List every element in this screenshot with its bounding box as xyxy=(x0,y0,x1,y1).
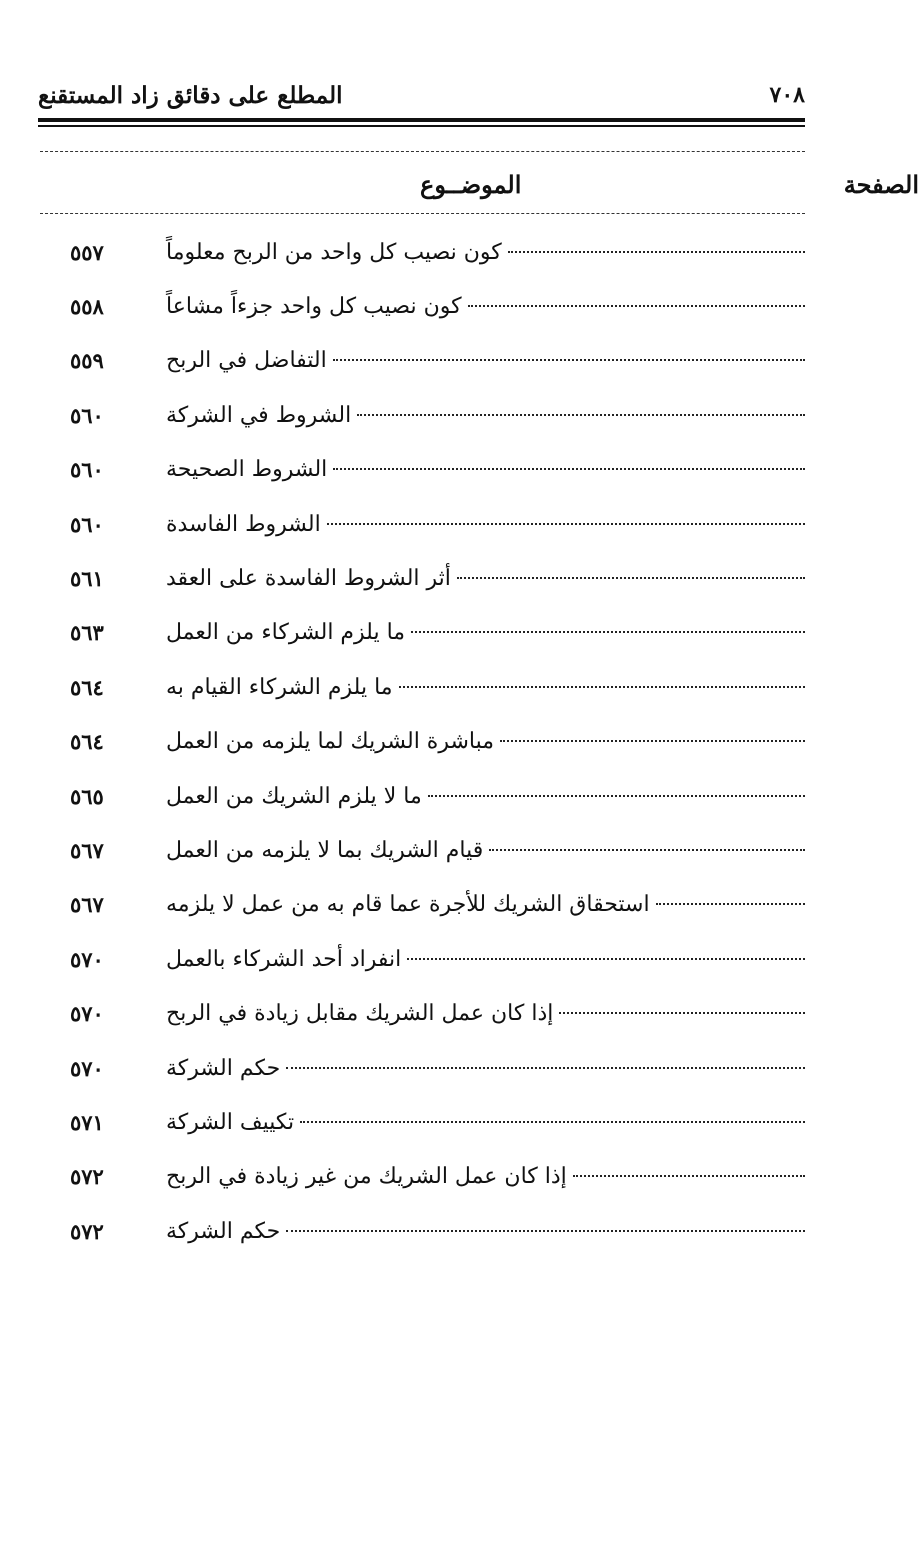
toc-entry xyxy=(160,1056,805,1081)
toc-title: الشروط في الشركة xyxy=(166,402,352,428)
toc-page-number: ٥٧٠ xyxy=(70,946,104,972)
running-header xyxy=(38,82,805,116)
toc-row xyxy=(40,1095,805,1149)
toc-row xyxy=(40,932,805,986)
toc-entry xyxy=(160,457,805,482)
toc-title: مباشرة الشريك لما يلزمه من العمل xyxy=(166,729,495,755)
header-rule-thick xyxy=(38,118,805,122)
toc-page-number: ٥٦٥ xyxy=(70,783,104,809)
dashed-divider-bottom xyxy=(40,213,805,214)
toc-row xyxy=(40,225,805,279)
column-heading-topic: الموضــوع xyxy=(420,170,522,199)
toc-title: استحقاق الشريك للأجرة عما قام به من عمل لا يلزمه xyxy=(166,892,650,918)
toc-page-number: ٥٧٠ xyxy=(70,1001,104,1027)
dot-leader xyxy=(559,1012,805,1014)
toc-title: حكم الشركة xyxy=(166,1055,281,1081)
toc-title: التفاضل في الربح xyxy=(166,348,327,374)
page-number: ٧٠٨ xyxy=(769,82,805,108)
column-heading-page: الصفحة xyxy=(843,170,919,199)
toc-entry xyxy=(160,620,805,645)
toc-page-number: ٥٦٧ xyxy=(70,837,104,863)
toc-title: الشروط الصحيحة xyxy=(166,457,328,483)
toc-entry xyxy=(160,1164,805,1189)
toc-row xyxy=(40,497,805,551)
toc-title: إذا كان عمل الشريك من غير زيادة في الربح xyxy=(166,1164,567,1190)
toc-row xyxy=(40,823,805,877)
toc-row xyxy=(40,443,805,497)
dot-leader xyxy=(333,359,805,361)
toc-entry xyxy=(160,294,805,319)
toc-title: كون نصيب كل واحد من الربح معلوماً xyxy=(166,239,502,265)
toc-title: قيام الشريك بما لا يلزمه من العمل xyxy=(166,837,484,863)
toc-title: كون نصيب كل واحد جزءاً مشاعاً xyxy=(166,294,462,320)
toc-page-number: ٥٦٠ xyxy=(70,511,104,537)
running-title: المطلع على دقائق زاد المستقنع xyxy=(38,82,343,109)
toc-row xyxy=(40,986,805,1040)
dot-leader xyxy=(407,958,805,960)
toc-row xyxy=(40,1041,805,1095)
dot-leader xyxy=(508,251,805,253)
toc-page-number: ٥٦٠ xyxy=(70,457,104,483)
toc-page-number: ٥٧١ xyxy=(70,1109,104,1135)
toc-entry xyxy=(160,838,805,863)
toc-page-number: ٥٥٨ xyxy=(70,294,104,320)
dot-leader xyxy=(457,577,805,579)
toc-entry xyxy=(160,947,805,972)
toc-row xyxy=(40,1150,805,1204)
toc-title: انفراد أحد الشركاء بالعمل xyxy=(166,946,402,972)
toc-page-number: ٥٥٧ xyxy=(70,239,104,265)
toc-entry xyxy=(160,1219,805,1244)
toc-page-number: ٥٦١ xyxy=(70,566,104,592)
toc-page-number: ٥٧٠ xyxy=(70,1055,104,1081)
dot-leader xyxy=(411,631,805,633)
toc-page-number: ٥٦٤ xyxy=(70,674,104,700)
toc-entry xyxy=(160,892,805,917)
dot-leader xyxy=(327,523,805,525)
toc-row xyxy=(40,388,805,442)
toc-page-number: ٥٦٤ xyxy=(70,729,104,755)
toc-entry xyxy=(160,784,805,809)
header-rule-thin xyxy=(38,125,805,127)
dot-leader xyxy=(333,468,805,470)
toc-page-number: ٥٧٢ xyxy=(70,1218,104,1244)
toc-page-number: ٥٦٠ xyxy=(70,402,104,428)
toc-page-number: ٥٥٩ xyxy=(70,348,104,374)
toc-entry xyxy=(160,240,805,265)
dashed-divider-top xyxy=(40,151,805,152)
dot-leader xyxy=(573,1175,805,1177)
toc-title: ما يلزم الشركاء القيام به xyxy=(166,674,393,700)
toc-page-number: ٥٧٢ xyxy=(70,1164,104,1190)
toc-row xyxy=(40,660,805,714)
dot-leader xyxy=(357,414,805,416)
dot-leader xyxy=(286,1067,805,1069)
toc-entry xyxy=(160,1001,805,1026)
toc-page-number: ٥٦٧ xyxy=(70,892,104,918)
toc-page-number: ٥٦٣ xyxy=(70,620,104,646)
toc-entry xyxy=(160,566,805,591)
toc-title: إذا كان عمل الشريك مقابل زيادة في الربح xyxy=(166,1001,554,1027)
toc-entry xyxy=(160,675,805,700)
toc-row xyxy=(40,878,805,932)
toc-title: حكم الشركة xyxy=(166,1218,281,1244)
toc-entry xyxy=(160,729,805,754)
toc-entry xyxy=(160,348,805,373)
dot-leader xyxy=(300,1121,805,1123)
toc-title: ما لا يلزم الشريك من العمل xyxy=(166,783,422,809)
dot-leader xyxy=(286,1230,805,1232)
dot-leader xyxy=(399,686,805,688)
toc-row xyxy=(40,279,805,333)
toc-list xyxy=(40,225,805,1258)
toc-row xyxy=(40,551,805,605)
dot-leader xyxy=(489,849,805,851)
dot-leader xyxy=(656,903,805,905)
toc-title: أثر الشروط الفاسدة على العقد xyxy=(166,566,451,592)
toc-row xyxy=(40,769,805,823)
dot-leader xyxy=(500,740,805,742)
toc-entry xyxy=(160,403,805,428)
toc-row xyxy=(40,606,805,660)
toc-title: ما يلزم الشركاء من العمل xyxy=(166,620,406,646)
dot-leader xyxy=(468,305,805,307)
toc-entry xyxy=(160,512,805,537)
toc-entry xyxy=(160,1110,805,1135)
toc-row xyxy=(40,715,805,769)
toc-title: الشروط الفاسدة xyxy=(166,511,321,537)
toc-row xyxy=(40,1204,805,1258)
toc-row xyxy=(40,334,805,388)
dot-leader xyxy=(428,795,805,797)
toc-title: تكييف الشركة xyxy=(166,1109,295,1135)
